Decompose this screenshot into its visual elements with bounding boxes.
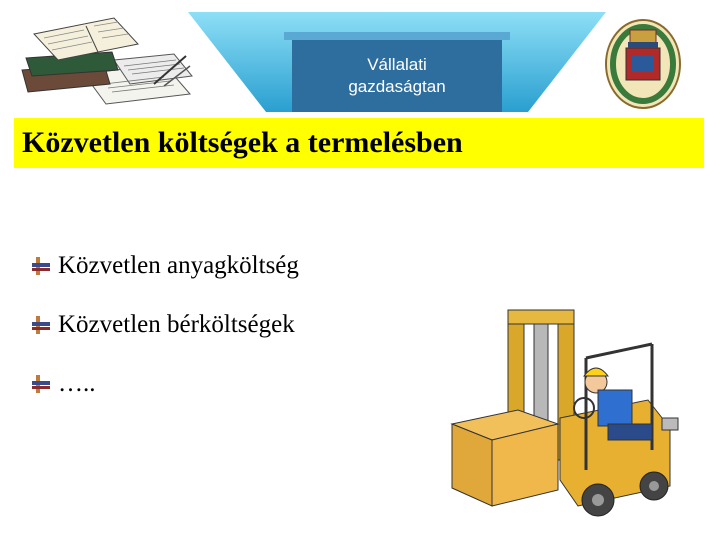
list-item xyxy=(30,307,299,343)
bullet-label: Közvetlen bérköltségek xyxy=(58,311,295,338)
banner-line-2: gazdaságtan xyxy=(348,77,446,96)
bullet-bar-icon xyxy=(30,314,52,336)
university-crest-icon xyxy=(604,18,682,110)
slide-title: Közvetlen költségek a termelésben xyxy=(22,126,463,159)
list-item xyxy=(30,366,299,402)
banner-line-1: Vállalati xyxy=(367,55,427,74)
header-banner xyxy=(188,12,606,112)
books-and-papers-icon xyxy=(14,14,196,106)
bullet-bar-icon xyxy=(30,255,52,277)
forklift-worker-icon xyxy=(448,300,684,528)
bullet-label: Közvetlen anyagköltség xyxy=(58,252,299,279)
title-bar xyxy=(14,118,704,168)
bullet-list xyxy=(30,248,299,425)
list-item xyxy=(30,248,299,284)
bullet-bar-icon xyxy=(30,373,52,395)
bullet-label: ….. xyxy=(58,370,96,397)
